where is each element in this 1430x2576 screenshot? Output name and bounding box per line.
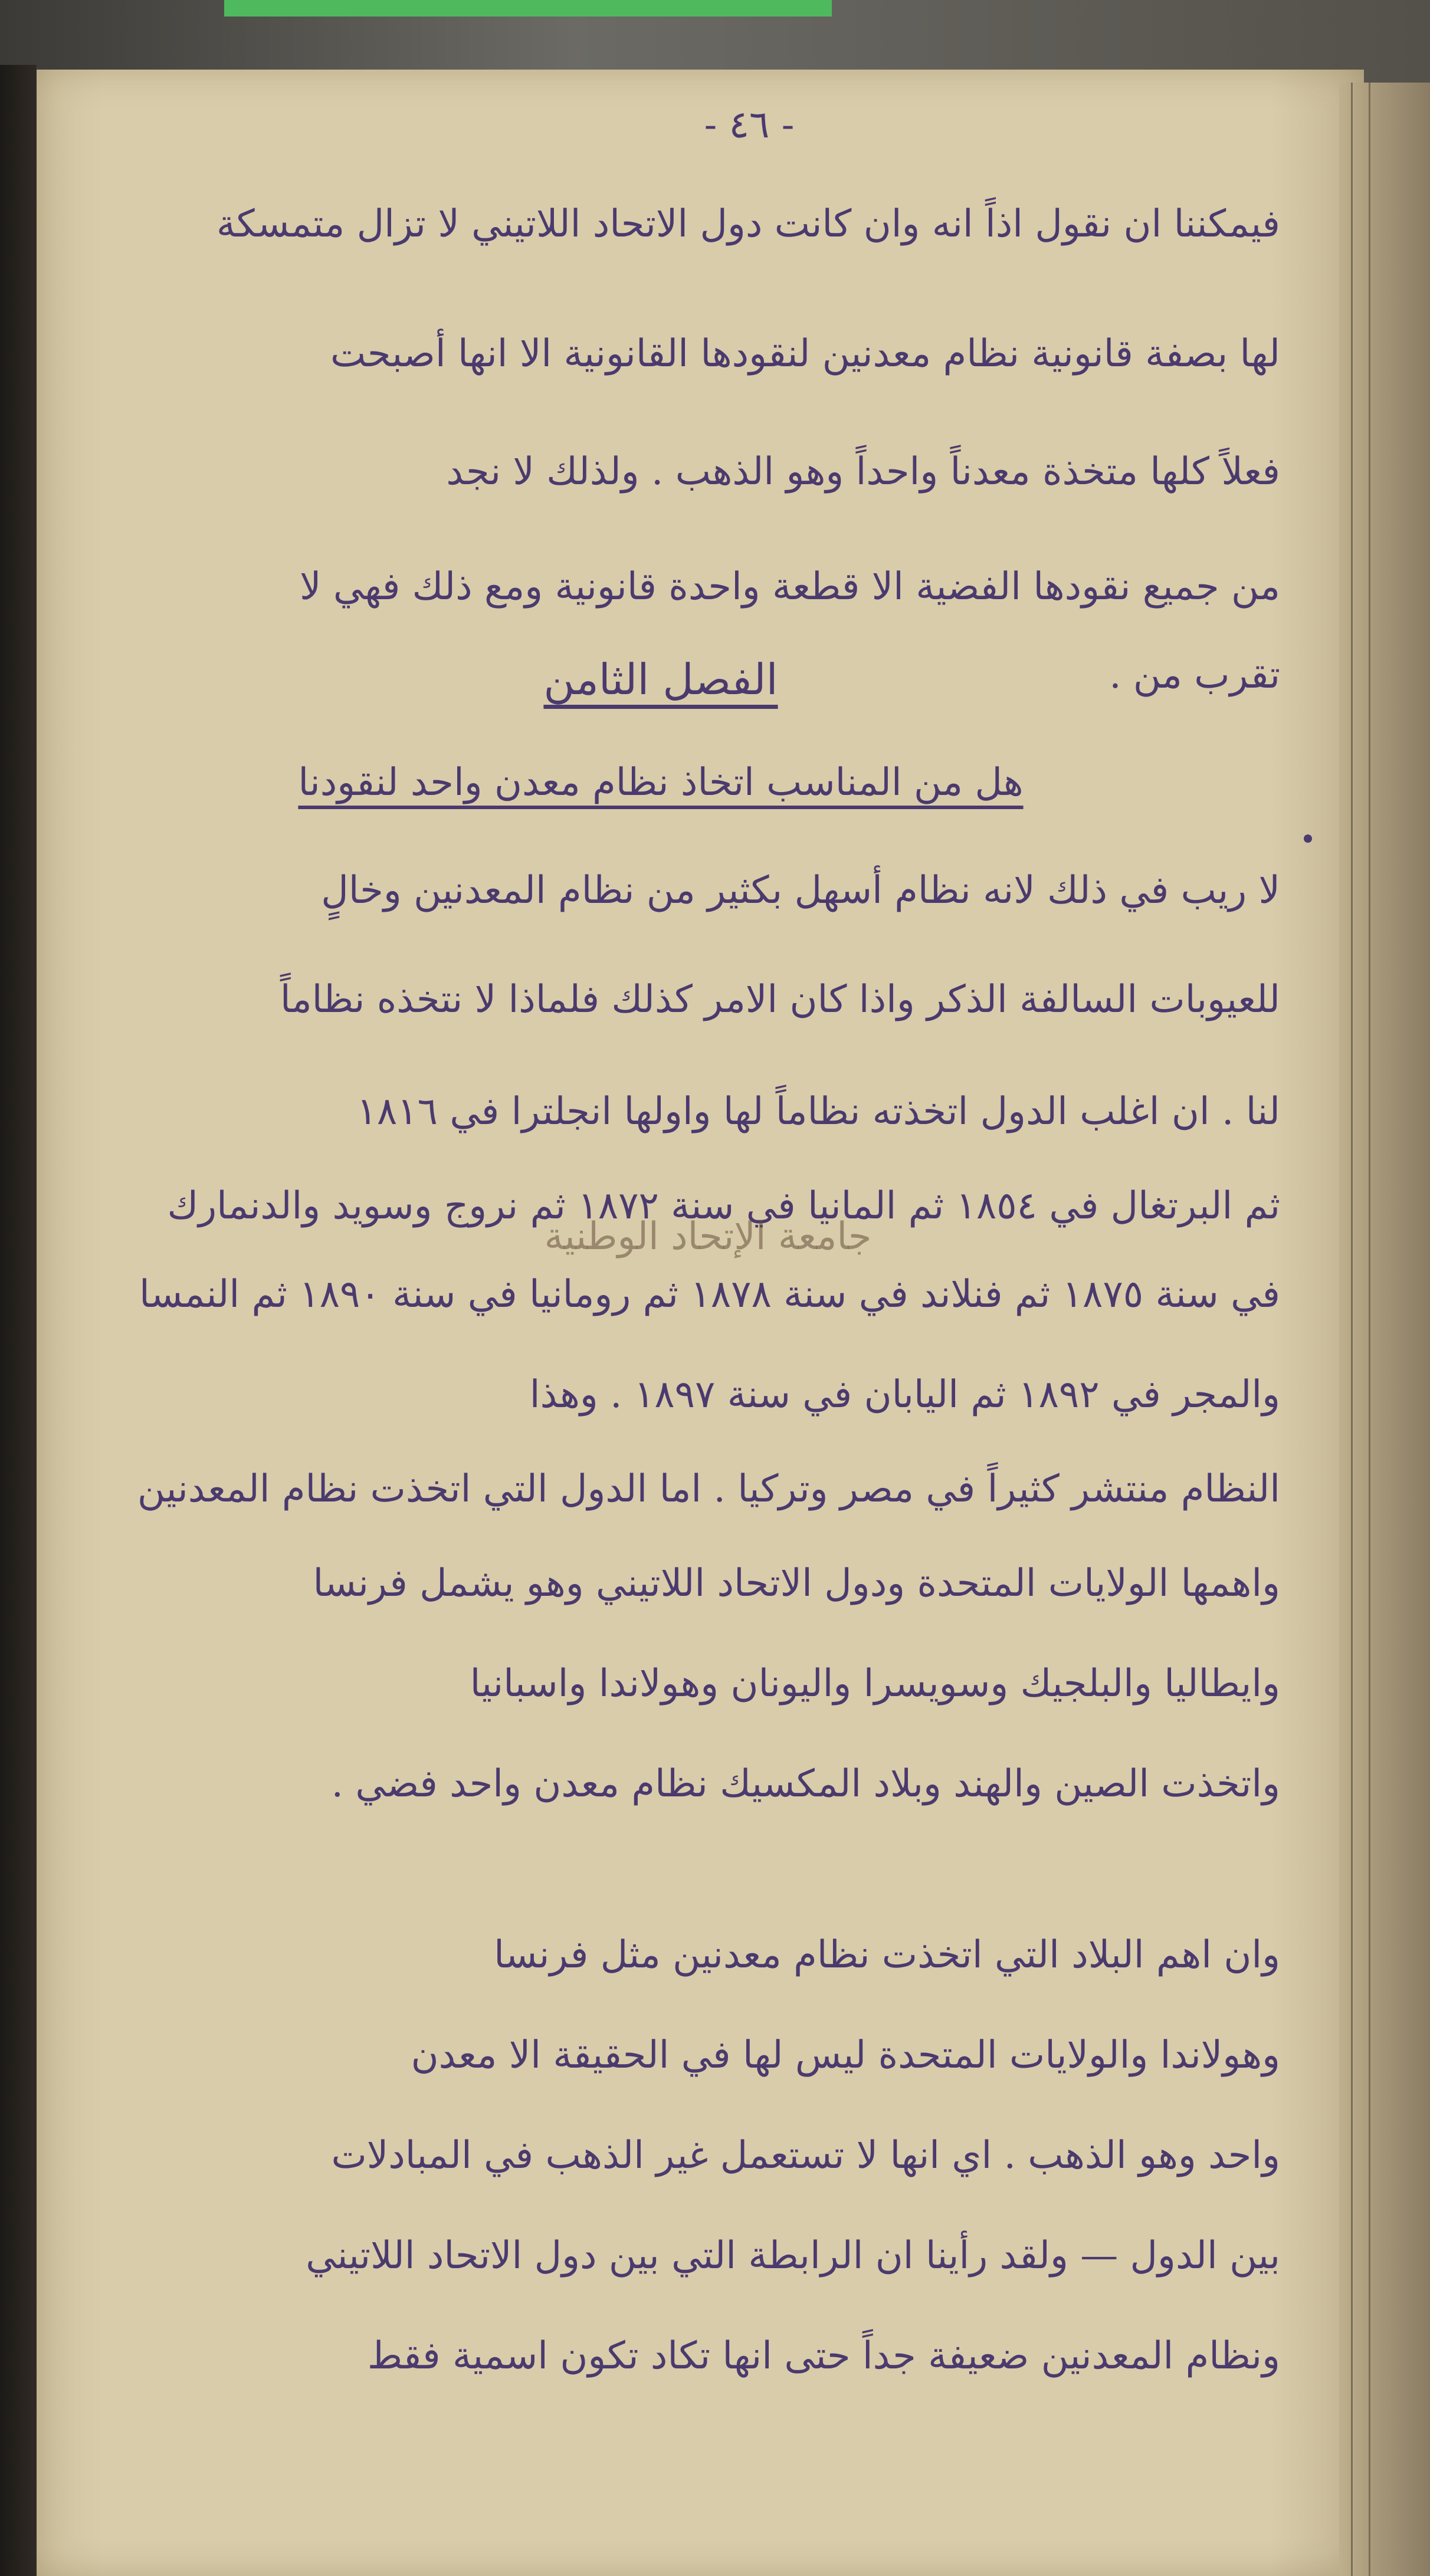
text-line: في سنة ١٨٧٥ ثم فنلاند في سنة ١٨٧٨ ثم رومانيا في سنة ١٨٩٠ ثم النمسا: [139, 1273, 1280, 1316]
page-edge-line: [1351, 83, 1353, 2576]
book-spine: [0, 65, 37, 2576]
text-line: ثم البرتغال في ١٨٥٤ ثم المانيا في سنة ١٨٧٢ ثم نروج وسويد والدنمارك: [167, 1184, 1280, 1228]
text-line: واحد وهو الذهب . اي انها لا تستعمل غير الذهب في المبادلات: [331, 2134, 1280, 2177]
text-line: تقرب من .: [1109, 653, 1280, 697]
text-line: لنا . ان اغلب الدول اتخذته نظاماً لها واولها انجلترا في ١٨١٦: [356, 1090, 1280, 1133]
text-line: بين الدول — ولقد رأينا ان الرابطة التي بين دول الاتحاد اللاتيني: [306, 2234, 1280, 2278]
text-line: النظام منتشر كثيراً في مصر وتركيا . اما الدول التي اتخذت نظام المعدنين: [137, 1467, 1280, 1511]
green-folder-edge: [224, 0, 832, 17]
text-line: لها بصفة قانونية نظام معدنين لنقودها القانونية الا انها أصبحت: [330, 332, 1280, 376]
text-line: واهمها الولايات المتحدة ودول الاتحاد اللاتيني وهو يشمل فرنسا: [313, 1562, 1280, 1605]
text-line: فعلاً كلها متخذة معدناً واحداً وهو الذهب . ولذلك لا نجد: [446, 450, 1280, 494]
text-line: والمجر في ١٨٩٢ ثم اليابان في سنة ١٨٩٧ . وهذا: [529, 1373, 1280, 1417]
text-line: فيمكننا ان نقول اذاً انه وان كانت دول الاتحاد اللاتيني لا تزال متمسكة: [216, 202, 1280, 246]
text-line: وان اهم البلاد التي اتخذت نظام معدنين مثل فرنسا: [494, 1933, 1280, 1977]
margin-bullet-mark: [1304, 834, 1312, 843]
text-line: من جميع نقودها الفضية الا قطعة واحدة قانونية ومع ذلك فهي لا: [300, 565, 1280, 609]
page-edge-line: [1369, 83, 1370, 2576]
text-line: لا ريب في ذلك لانه نظام أسهل بكثير من نظام المعدنين وخالٍ: [321, 869, 1280, 912]
text-line: للعيوبات السالفة الذكر واذا كان الامر كذلك فلماذا لا نتخذه نظاماً: [280, 978, 1280, 1021]
chapter-title: الفصل الثامن: [543, 655, 778, 704]
text-line: وايطاليا والبلجيك وسويسرا واليونان وهولاندا واسبانيا: [470, 1662, 1280, 1706]
text-line: وهولاندا والولايات المتحدة ليس لها في الحقيقة الا معدن: [411, 2033, 1280, 2077]
text-line: واتخذت الصين والهند وبلاد المكسيك نظام معدن واحد فضي .: [331, 1762, 1280, 1806]
text-line: ونظام المعدنين ضعيفة جداً حتى انها تكاد تكون اسمية فقط: [367, 2334, 1280, 2378]
chapter-subtitle: هل من المناسب اتخاذ نظام معدن واحد لنقودنا: [298, 761, 1024, 804]
page-number: - ٤٦ -: [704, 103, 795, 147]
library-watermark-stamp: جامعة الإتحاد الوطنية: [544, 1215, 872, 1259]
page-stack-edge: [1339, 83, 1430, 2576]
